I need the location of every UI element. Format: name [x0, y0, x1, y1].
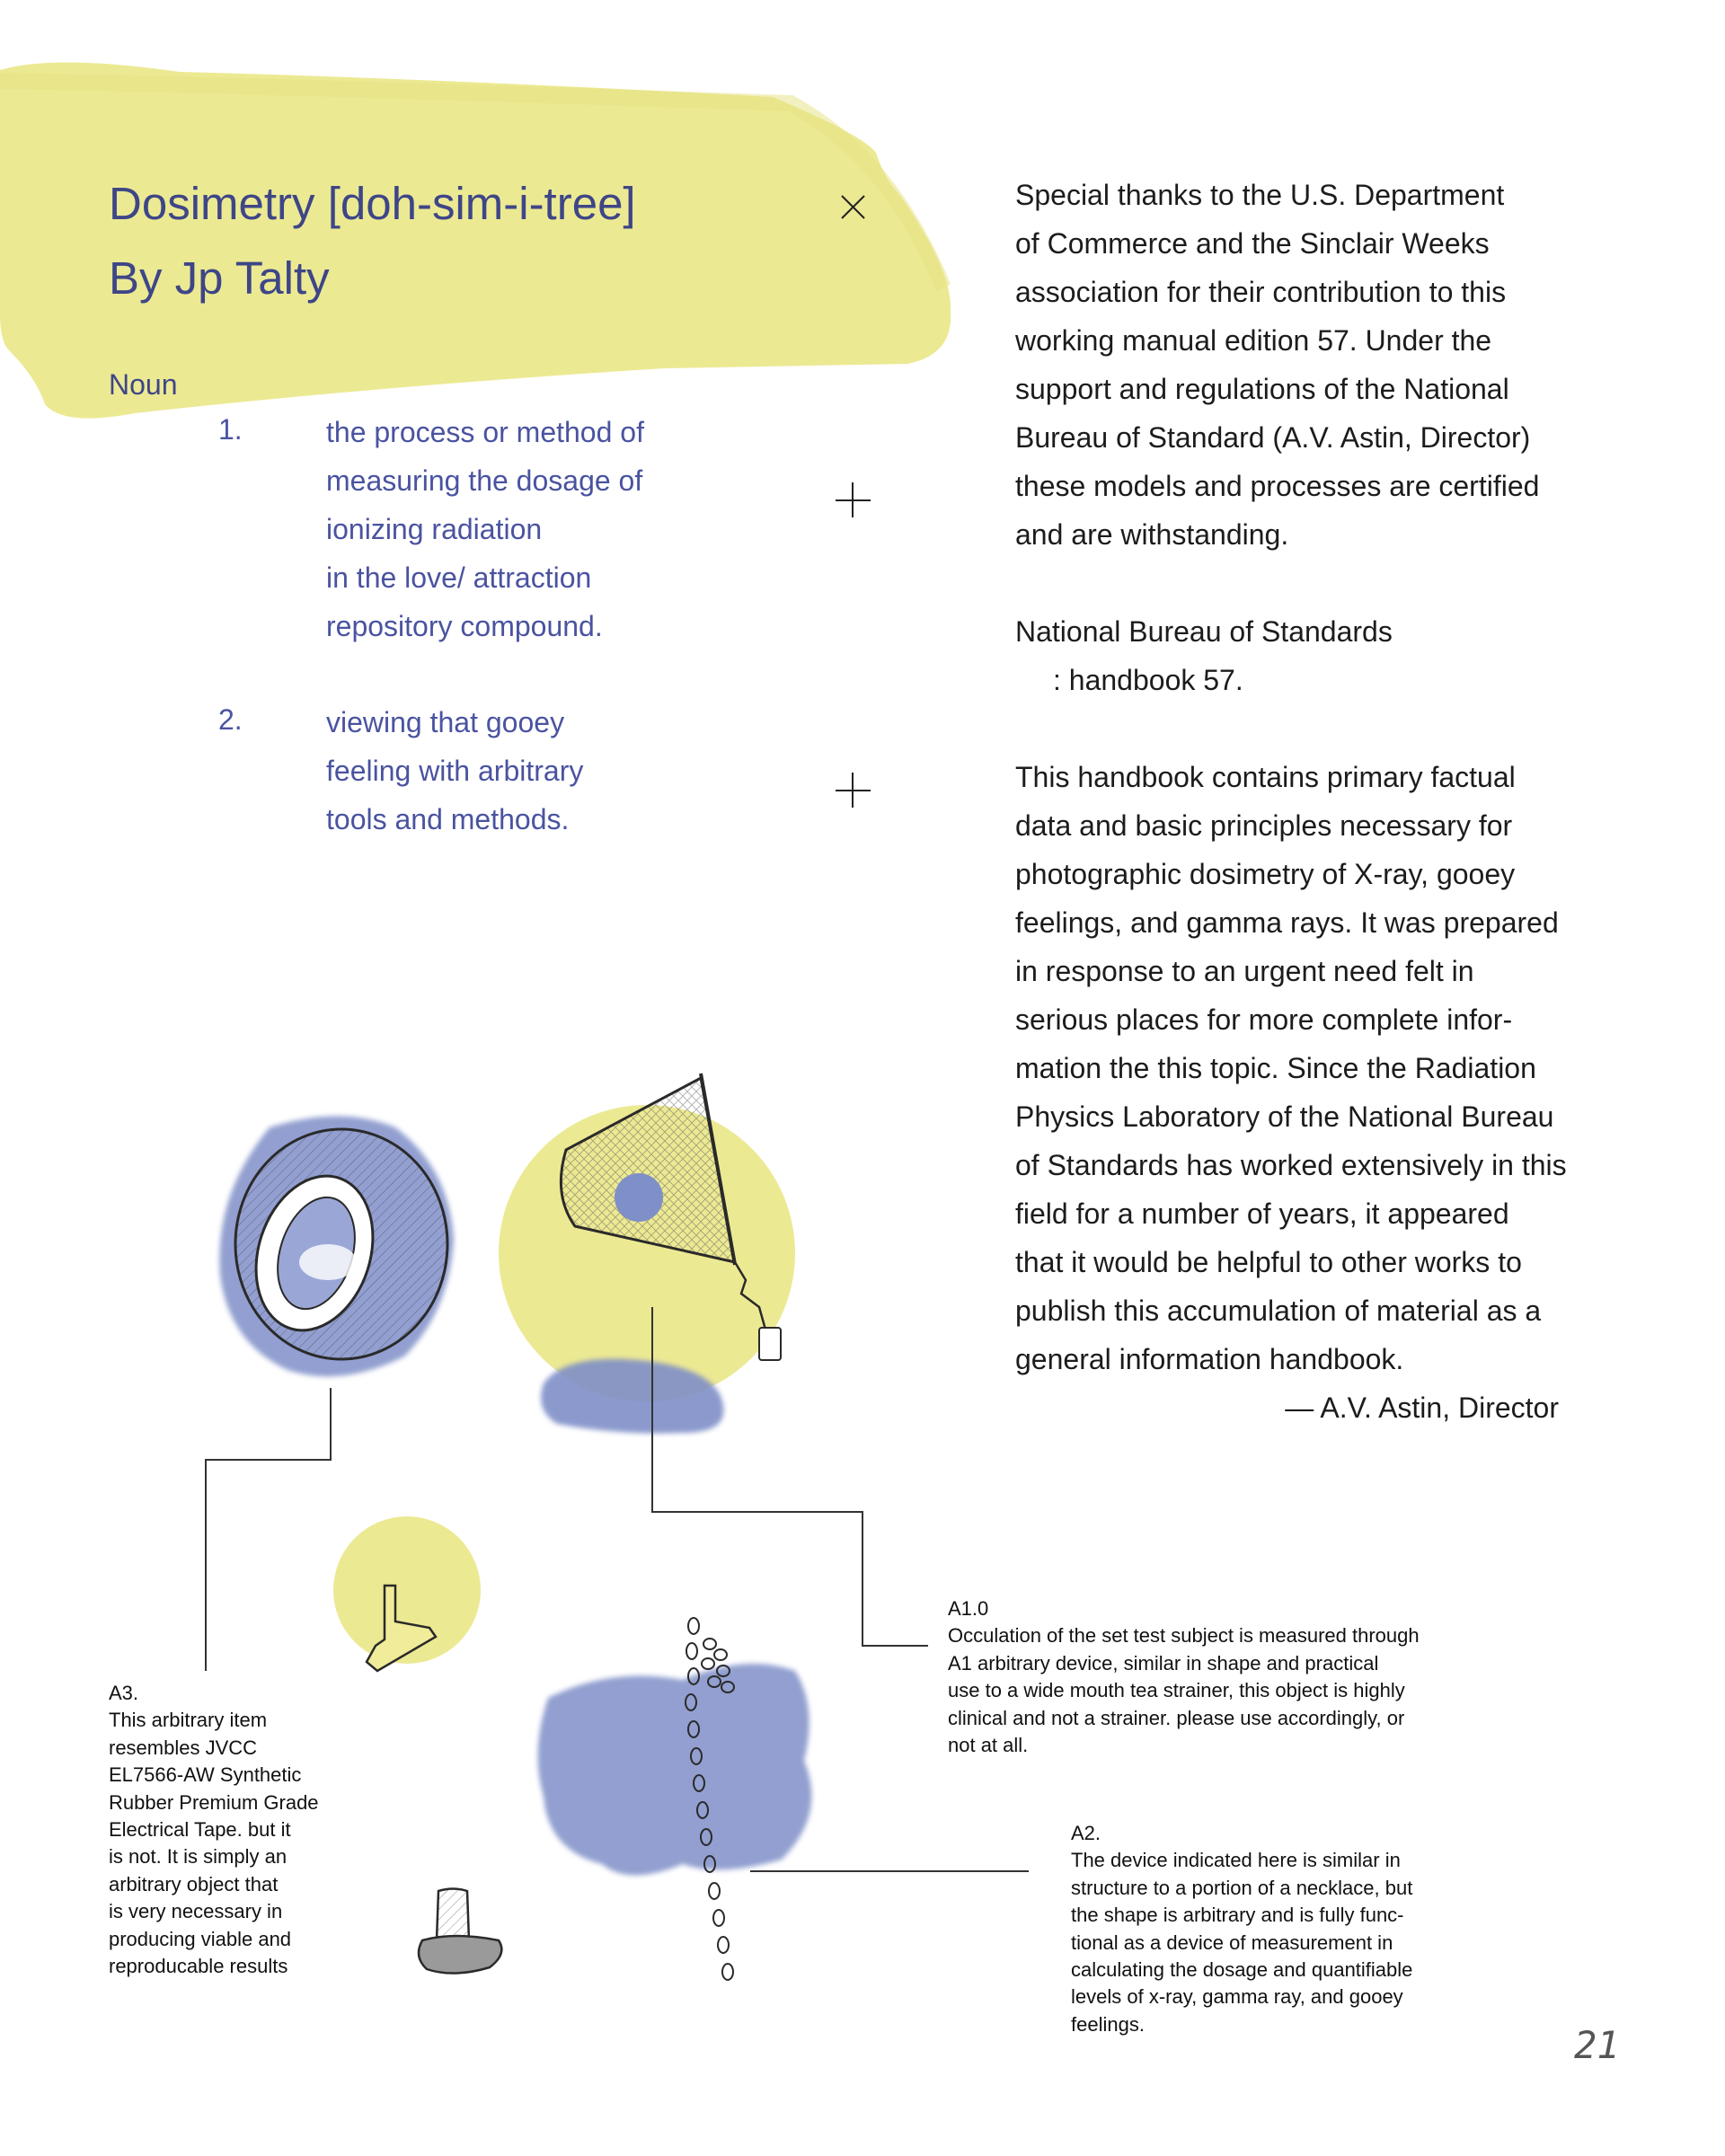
handbook-sub: : handbook 57. [1053, 664, 1243, 696]
description-paragraph [1015, 753, 1590, 1432]
thanks-paragraph [1015, 171, 1590, 559]
text-line: This handbook contains primary factual [1015, 761, 1516, 793]
text-line: feelings, and gamma rays. It was prepared [1015, 906, 1559, 939]
caption-line: A1 arbitrary device, similar in shape and practical [948, 1651, 1379, 1674]
definition-line: measuring the dosage of [326, 464, 643, 497]
text-line: data and basic principles necessary for [1015, 809, 1513, 842]
text-line: Bureau of Standard (A.V. Astin, Director) [1015, 421, 1531, 454]
caption-line: clinical and not a strainer. please use accordingly, or [948, 1706, 1405, 1729]
caption-line: producing viable and [109, 1927, 292, 1950]
text-line: publish this accumulation of material as a [1015, 1294, 1542, 1327]
caption-a1 [948, 1595, 1420, 1759]
definition-number: 2. [218, 703, 243, 736]
text-line: serious places for more complete infor- [1015, 1003, 1513, 1036]
caption-line: levels of x-ray, gamma ray, and gooey [1071, 1985, 1403, 2009]
caption-line: tional as a device of measurement in [1071, 1931, 1393, 1954]
caption-line: Rubber Premium Grade [109, 1790, 319, 1814]
caption-a3 [109, 1680, 319, 1980]
necklace-illustration [538, 1618, 812, 1980]
definition-text [326, 698, 686, 844]
caption-line: arbitrary object that [109, 1872, 279, 1895]
caption-line: This arbitrary item [109, 1709, 268, 1732]
definition-line: feeling with arbitrary [326, 755, 584, 787]
text-line: and are withstanding. [1015, 518, 1289, 551]
caption-line: Electrical Tape. but it [109, 1818, 291, 1842]
caption-line: use to a wide mouth tea strainer, this object is highly [948, 1679, 1405, 1702]
text-line: association for their contribution to this [1015, 276, 1507, 308]
text-line: that it would be helpful to other works to [1015, 1246, 1522, 1278]
definition-line: ionizing radiation [326, 513, 543, 545]
caption-line: not at all. [948, 1734, 1029, 1757]
text-line: general information handbook. [1015, 1343, 1404, 1375]
caption-line: EL7566-AW Synthetic [109, 1763, 302, 1787]
text-line: Physics Laboratory of the National Bureau [1015, 1100, 1554, 1133]
caption-line: reproducable results [109, 1955, 288, 1978]
definition-line: viewing that gooey [326, 706, 565, 738]
caption-label: A1.0 [948, 1597, 989, 1620]
handbook-name: National Bureau of Standards [1015, 615, 1393, 648]
text-line: of Standards has worked extensively in this [1015, 1149, 1567, 1181]
page-number: 21 [1574, 2023, 1620, 2067]
caption-line: is very necessary in [109, 1900, 283, 1923]
caption-label: A3. [109, 1682, 139, 1704]
caption-line: structure to a portion of a necklace, but [1071, 1876, 1413, 1899]
definition-line: the process or method of [326, 416, 644, 448]
part-of-speech: Noun [109, 368, 178, 401]
tape-ring-illustration [219, 1117, 454, 1377]
text-line: of Commerce and the Sinclair Weeks [1015, 227, 1490, 260]
caption-line: Occulation of the set test subject is measured through [948, 1624, 1420, 1648]
caption-line: is not. It is simply an [109, 1845, 288, 1869]
text-line: these models and processes are certified [1015, 470, 1540, 502]
text-line: mation the this topic. Since the Radiation [1015, 1052, 1536, 1084]
text-line: in response to an urgent need felt in [1015, 955, 1474, 987]
handbook-reference [1015, 607, 1590, 704]
definition-line: tools and methods. [326, 803, 570, 835]
caption-line: the shape is arbitrary and is fully func- [1071, 1904, 1404, 1927]
text-line: support and regulations of the National [1015, 373, 1509, 405]
definition-text [326, 408, 686, 650]
t-object-illustration [333, 1516, 481, 1671]
definition-number: 1. [218, 413, 243, 446]
text-line: field for a number of years, it appeared [1015, 1197, 1509, 1230]
signature: — A.V. Astin, Director [1285, 1392, 1559, 1424]
text-line: photographic dosimetry of X-ray, gooey [1015, 858, 1516, 890]
screw-illustration [419, 1889, 501, 1974]
strainer-illustration [499, 1074, 795, 1434]
caption-line: resembles JVCC [109, 1736, 258, 1759]
page-title: Dosimetry [doh-sim-i-tree] [109, 178, 636, 229]
text-line: Special thanks to the U.S. Department [1015, 179, 1505, 211]
caption-label: A2. [1071, 1822, 1101, 1844]
caption-line: feelings. [1071, 2012, 1145, 2036]
definition-line: in the love/ attraction [326, 561, 592, 594]
caption-line: calculating the dosage and quantifiable [1071, 1958, 1413, 1982]
text-line: working manual edition 57. Under the [1015, 324, 1492, 357]
caption-line: The device indicated here is similar in [1071, 1849, 1401, 1872]
byline: By Jp Talty [109, 252, 330, 304]
definition-line: repository compound. [326, 610, 603, 642]
caption-a2 [1071, 1820, 1412, 2038]
